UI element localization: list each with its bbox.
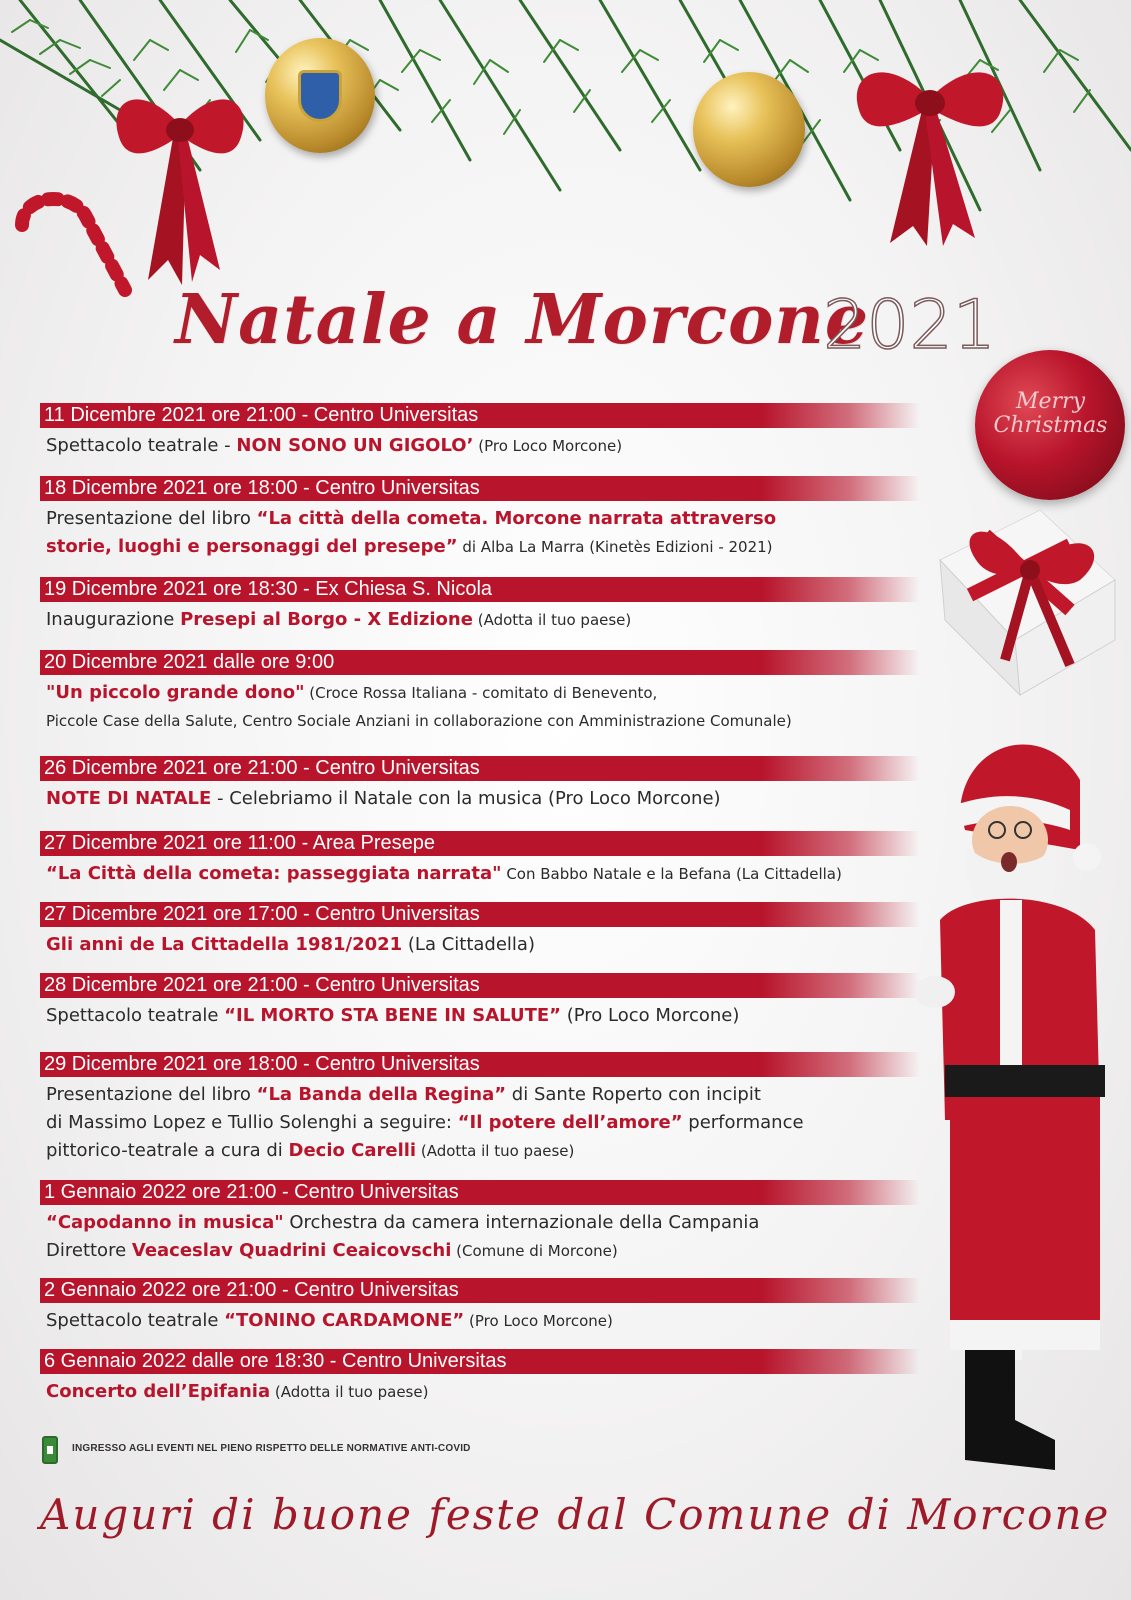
event-description-line bbox=[46, 707, 920, 735]
event-text: (Croce Rossa Italiana - comitato di Benevento, bbox=[304, 684, 658, 702]
event-text: (Pro Loco Morcone) bbox=[464, 1312, 613, 1330]
event-date-bar: 18 Dicembre 2021 ore 18:00 - Centro Universitas bbox=[40, 476, 920, 501]
title-year: 2021 bbox=[823, 286, 997, 365]
event-description-line bbox=[46, 1109, 920, 1137]
event-description-line bbox=[46, 785, 920, 813]
event-text: Piccole Case della Salute, Centro Sociale Anziani in collaborazione con Amministrazione Comunale) bbox=[46, 712, 792, 730]
event-description-line bbox=[46, 1081, 920, 1109]
event-description bbox=[40, 602, 920, 634]
event-description bbox=[40, 501, 920, 561]
event-date-bar: 29 Dicembre 2021 ore 18:00 - Centro Universitas bbox=[40, 1052, 920, 1077]
event-item bbox=[40, 1180, 920, 1265]
event-description-line bbox=[46, 1378, 920, 1406]
event-text: performance bbox=[682, 1112, 804, 1133]
event-text: di Sante Roperto con incipit bbox=[506, 1084, 761, 1105]
poster-title bbox=[175, 280, 995, 380]
event-description bbox=[40, 856, 920, 888]
footer-greeting: Auguri di buone feste dal Comune di Morcone bbox=[40, 1490, 1111, 1539]
event-date-bar: 28 Dicembre 2021 ore 21:00 - Centro Universitas bbox=[40, 973, 920, 998]
event-item bbox=[40, 1052, 920, 1165]
event-text: - Celebriamo il Natale con la musica (Pro Loco Morcone) bbox=[211, 788, 721, 809]
event-highlight-text: “La città della cometa. Morcone narrata attraverso bbox=[256, 508, 777, 529]
event-text: (Kinetès Edizioni - 2021) bbox=[584, 538, 773, 556]
event-text: pittorico-teatrale a cura di bbox=[46, 1140, 289, 1161]
event-date-bar: 20 Dicembre 2021 dalle ore 9:00 bbox=[40, 650, 920, 675]
event-date-bar: 26 Dicembre 2021 ore 21:00 - Centro Universitas bbox=[40, 756, 920, 781]
event-description bbox=[40, 675, 920, 735]
event-item bbox=[40, 650, 920, 735]
candy-cane-icon bbox=[10, 185, 140, 305]
event-description-line bbox=[46, 860, 920, 888]
green-pass-phone-icon bbox=[42, 1436, 58, 1464]
event-description bbox=[40, 1374, 920, 1406]
event-text: (Adotta il tuo paese) bbox=[472, 611, 632, 629]
event-highlight-text: “Il potere dell’amore” bbox=[457, 1112, 683, 1133]
event-highlight-text: “TONINO CARDAMONE” bbox=[224, 1310, 465, 1331]
event-description-line bbox=[46, 1307, 920, 1335]
gift-box-icon bbox=[920, 470, 1120, 700]
event-description-line bbox=[46, 1002, 920, 1030]
event-text: Orchestra da camera internazionale della Campania bbox=[283, 1212, 760, 1233]
event-description-line bbox=[46, 1237, 920, 1265]
ball-text-top: Merry bbox=[1015, 389, 1085, 414]
event-highlight-text: Concerto dell’Epifania bbox=[46, 1381, 271, 1402]
event-description-line bbox=[46, 432, 920, 460]
event-highlight-text: “La Banda della Regina” bbox=[256, 1084, 507, 1105]
event-description-line bbox=[46, 1137, 920, 1165]
event-text: Con Babbo Natale e la Befana (La Cittadella) bbox=[501, 865, 842, 883]
event-highlight-text: Presepi al Borgo - X Edizione bbox=[180, 609, 473, 630]
event-description bbox=[40, 1303, 920, 1335]
event-description bbox=[40, 927, 920, 959]
event-text: di Massimo Lopez e Tullio Solenghi a seguire: bbox=[46, 1112, 458, 1133]
event-description bbox=[40, 428, 920, 460]
event-text: (Adotta il tuo paese) bbox=[416, 1142, 575, 1160]
event-description-line bbox=[46, 1209, 920, 1237]
gold-ornament-crest bbox=[265, 38, 375, 153]
event-text: Presentazione del libro bbox=[46, 508, 257, 529]
town-crest-icon bbox=[298, 70, 342, 122]
event-text: (Pro Loco Morcone) bbox=[473, 437, 623, 455]
event-text: di Alba La Marra bbox=[457, 538, 585, 556]
event-date-bar: 2 Gennaio 2022 ore 21:00 - Centro Universitas bbox=[40, 1278, 920, 1303]
event-description-line bbox=[46, 533, 920, 561]
covid-notice-text: INGRESSO AGLI EVENTI NEL PIENO RISPETTO DELLE NORMATIVE ANTI-COVID bbox=[72, 1443, 471, 1454]
event-description-line bbox=[46, 606, 920, 634]
event-highlight-text: NOTE DI NATALE bbox=[46, 788, 212, 809]
event-item bbox=[40, 577, 920, 634]
event-highlight-text: Veaceslav Quadrini Ceaicovschi bbox=[131, 1240, 452, 1261]
event-date-bar: 27 Dicembre 2021 ore 17:00 - Centro Universitas bbox=[40, 902, 920, 927]
event-description bbox=[40, 781, 920, 813]
event-highlight-text: storie, luoghi e personaggi del presepe” bbox=[46, 536, 458, 557]
event-item bbox=[40, 476, 920, 561]
event-date-bar: 19 Dicembre 2021 ore 18:30 - Ex Chiesa S. Nicola bbox=[40, 577, 920, 602]
event-text: Direttore bbox=[46, 1240, 132, 1261]
event-highlight-text: “IL MORTO STA BENE IN SALUTE” bbox=[224, 1005, 562, 1026]
event-item bbox=[40, 756, 920, 813]
event-text: (Pro Loco Morcone) bbox=[561, 1005, 740, 1026]
event-highlight-text: NON SONO UN GIGOLO’ bbox=[236, 435, 474, 456]
event-description-line bbox=[46, 679, 920, 707]
event-text: Spettacolo teatrale - bbox=[46, 435, 237, 456]
ball-text-bottom: Christmas bbox=[993, 413, 1108, 438]
event-item bbox=[40, 973, 920, 1030]
event-highlight-text: Gli anni de La Cittadella 1981/2021 bbox=[46, 934, 403, 955]
event-highlight-text: “Capodanno in musica" bbox=[46, 1212, 284, 1233]
event-text: Spettacolo teatrale bbox=[46, 1310, 225, 1331]
event-item bbox=[40, 831, 920, 888]
title-script: Natale a Morcone bbox=[175, 280, 870, 360]
event-item bbox=[40, 902, 920, 959]
santa-claus-icon bbox=[905, 720, 1131, 1520]
event-text: Inaugurazione bbox=[46, 609, 181, 630]
event-date-bar: 27 Dicembre 2021 ore 11:00 - Area Presepe bbox=[40, 831, 920, 856]
event-date-bar: 1 Gennaio 2022 ore 21:00 - Centro Universitas bbox=[40, 1180, 920, 1205]
gold-ornament bbox=[693, 72, 805, 187]
event-description bbox=[40, 998, 920, 1030]
event-text: Presentazione del libro bbox=[46, 1084, 257, 1105]
event-date-bar: 6 Gennaio 2022 dalle ore 18:30 - Centro Universitas bbox=[40, 1349, 920, 1374]
event-text: (Adotta il tuo paese) bbox=[270, 1383, 429, 1401]
event-item bbox=[40, 403, 920, 460]
event-description bbox=[40, 1205, 920, 1265]
event-highlight-text: Decio Carelli bbox=[288, 1140, 417, 1161]
event-description bbox=[40, 1077, 920, 1165]
event-date-bar: 11 Dicembre 2021 ore 21:00 - Centro Universitas bbox=[40, 403, 920, 428]
event-item bbox=[40, 1278, 920, 1335]
event-text: (La Cittadella) bbox=[402, 934, 535, 955]
event-highlight-text: "Un piccolo grande dono" bbox=[46, 682, 305, 703]
event-highlight-text: “La Città della cometa: passeggiata narrata" bbox=[46, 863, 502, 884]
event-text: (Comune di Morcone) bbox=[451, 1242, 618, 1260]
event-description-line bbox=[46, 931, 920, 959]
event-item bbox=[40, 1349, 920, 1406]
event-description-line bbox=[46, 505, 920, 533]
event-text: Spettacolo teatrale bbox=[46, 1005, 225, 1026]
red-bow-right-icon bbox=[835, 48, 1025, 248]
